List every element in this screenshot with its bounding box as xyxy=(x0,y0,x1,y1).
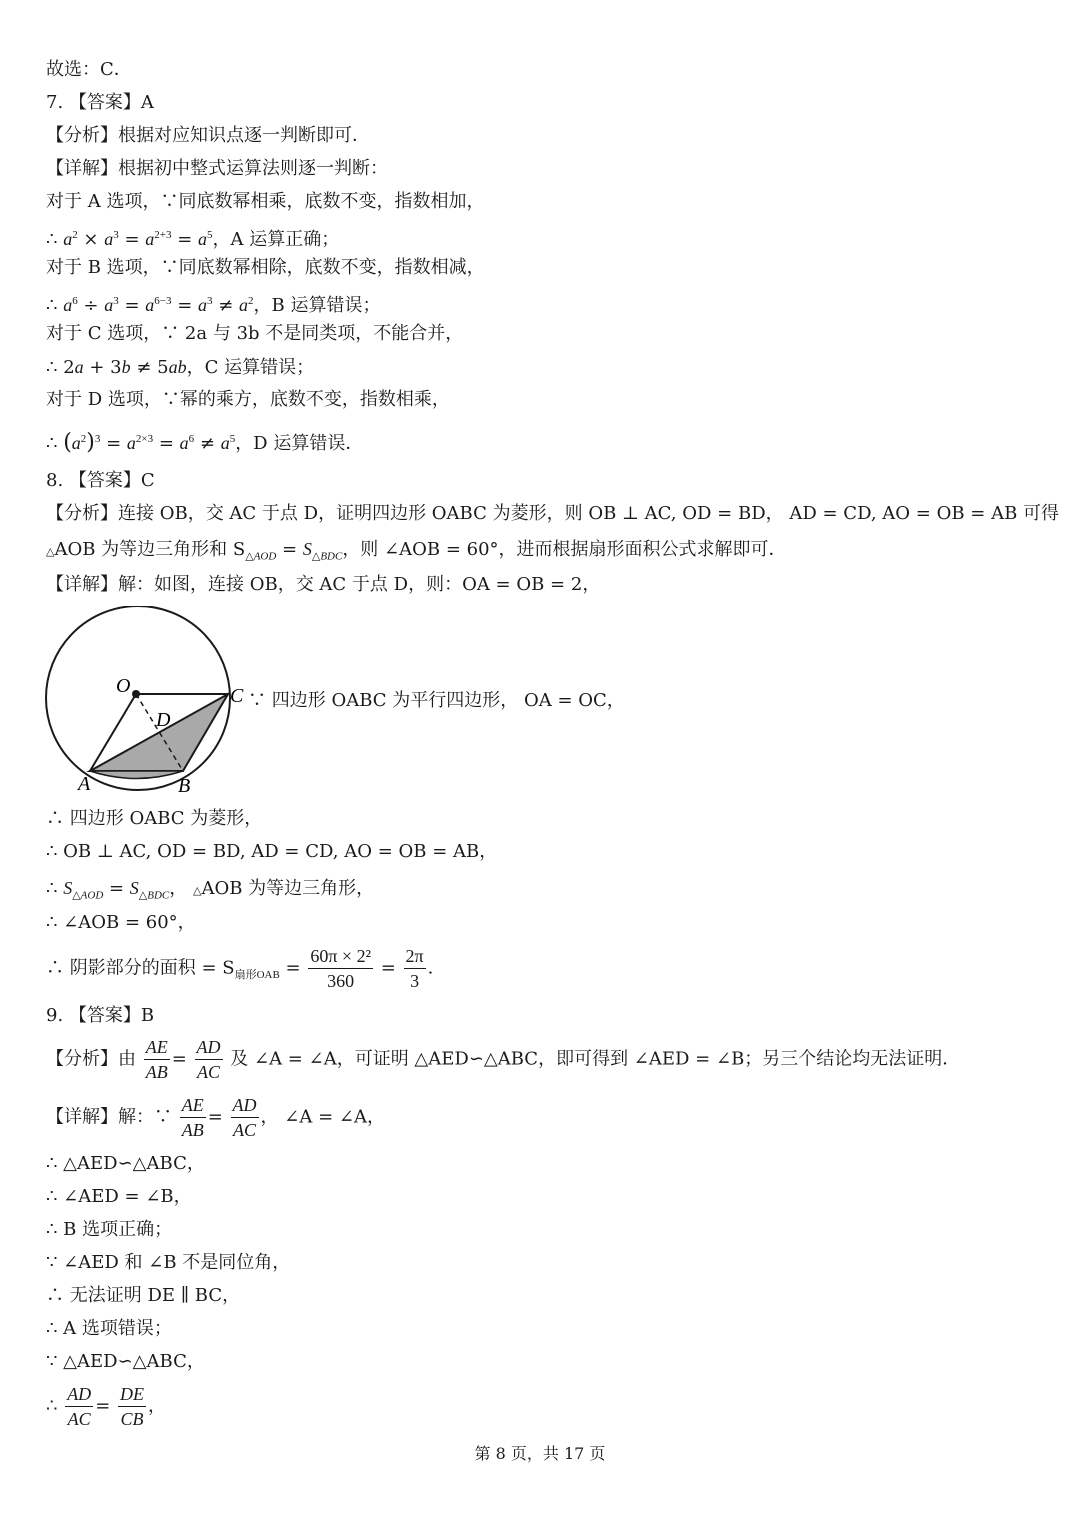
area-fraction xyxy=(308,944,373,993)
label-d: D xyxy=(156,709,171,731)
q7-analysis: 【分析】根据对应知识点逐一判断即可． xyxy=(46,125,370,146)
fraction-numerator: 2π xyxy=(404,944,426,969)
ratio-ad-ac xyxy=(231,1093,259,1142)
fraction-numerator: 60π × 2² xyxy=(308,944,373,969)
fraction-denominator: CB xyxy=(120,1409,144,1429)
q7-option-b-formula: ∴ $a^6 \div a^3 = a^{6-3} = a^3 \ne a^2$，B 运算错误； xyxy=(46,295,381,316)
q9-step-8: ∴ $\frac{AD}{AC}$ = $\frac{DE}{CB}$ ， xyxy=(46,1384,166,1429)
q9-answer-heading: 9. 【答案】B xyxy=(46,1005,155,1026)
q7-option-a-formula: ∴ $a^2 \times a^3 = a^{2+3} = a^5$，A 运算正确； xyxy=(46,229,340,250)
q8-step-5-area: ∴ 阴影部分的面积 = $S_{扇形OAB}$ = $\frac{\text{60π × 2²}}{360}$ = $\frac{2\pi}{3}$ . xyxy=(46,946,434,991)
sector-subscript: 扇形OAB xyxy=(234,969,280,982)
ratio-de-cb xyxy=(118,1382,146,1431)
q9-analysis-part: 及 ∠A = ∠A，可证明 △AED∽△ABC，即可得到 ∠AED = ∠B；另三个结论均无法证明． xyxy=(230,1048,961,1070)
shaded-segment xyxy=(90,771,183,779)
area-result-fraction xyxy=(404,944,426,993)
fraction-denominator: AC xyxy=(67,1409,91,1429)
q8-step-1: ∴ 四边形 OABC 为菱形， xyxy=(46,808,263,829)
q7-c-result: ，C 运算错误； xyxy=(186,357,315,378)
q9-analysis: 【分析】由 $\frac{AE}{AB}$ = $\frac{AD}{AC}$ 及 ∠A = ∠A，可证明 △AED∽△ABC，即可得到 ∠AED = ∠B；另三个结论均无法证明． xyxy=(46,1037,961,1082)
ratio-ae-ab xyxy=(144,1035,170,1084)
q7-option-d-formula: ∴ $(a^2)^3 = a^{2\times 3} = a^6 \ne a^5$，D 运算错误． xyxy=(46,430,364,455)
text-line: 故选：C． xyxy=(46,59,132,80)
fraction-numerator: DE xyxy=(118,1382,146,1407)
q9-step-5: ∴ 无法证明 DE ∥ BC， xyxy=(46,1285,241,1306)
q7-option-c-formula: ∴ 2a + 3b ≠ 5ab，C 运算错误； xyxy=(46,357,315,378)
ratio-ad-ac xyxy=(195,1035,223,1084)
q7-option-c: 对于 C 选项，∵ 2a 与 3b 不是同类项，不能合并， xyxy=(46,323,464,344)
ratio-ad-ac xyxy=(65,1382,93,1431)
q9-step-8-end: ， xyxy=(148,1395,166,1417)
label-a: A xyxy=(78,773,91,795)
q9-step-1: ∴ △AED∽△ABC， xyxy=(46,1153,205,1174)
q8-step-3: ∴ $S_{\triangle AOD} = S_{\triangle BDC}$， △AOB 为等边三角形， xyxy=(46,878,375,902)
ratio-ae-ab xyxy=(180,1093,206,1142)
q8-step-3-part: AOB 为等边三角形， xyxy=(201,878,375,899)
q9-step-4: ∵ ∠AED 和 ∠B 不是同位角， xyxy=(46,1252,291,1273)
label-c: C xyxy=(230,685,244,707)
fraction-denominator: 3 xyxy=(410,971,420,991)
q9-analysis-part: 【分析】由 xyxy=(46,1048,136,1070)
q9-step-7: ∵ △AED∽△ABC， xyxy=(46,1351,205,1372)
q8-analysis-line1: 【分析】连接 OB，交 AC 于点 D，证明四边形 OABC 为菱形，则 OB ⊥ AC, OD = BD， AD = CD, AO = OB = AB 可得 xyxy=(46,503,1060,524)
q8-step-2: ∴ OB ⊥ AC, OD = BD, AD = CD, AO = OB = AB， xyxy=(46,841,498,862)
fraction-numerator: AE xyxy=(180,1093,206,1118)
q8-analysis-part: ，则 ∠AOB = 60°，进而根据扇形面积公式求解即可． xyxy=(342,539,787,560)
q7-answer-heading: 7. 【答案】A xyxy=(46,92,154,113)
q7-option-d: 对于 D 选项，∵幂的乘方，底数不变，指数相乘， xyxy=(46,389,450,410)
center-point xyxy=(132,690,140,698)
q9-step-3: ∴ B 选项正确； xyxy=(46,1219,173,1240)
q8-step-5-part: ∴ 阴影部分的面积 = S xyxy=(46,957,235,979)
circle-rhombus-figure xyxy=(40,606,280,806)
q7-option-a: 对于 A 选项，∵同底数幂相乘，底数不变，指数相加， xyxy=(46,191,485,212)
q9-detail: 【详解】解：∵ $\frac{AE}{AB}$ = $\frac{AD}{AC}$ ， ∠A = ∠A， xyxy=(46,1095,385,1140)
fraction-denominator: 360 xyxy=(327,971,355,991)
fraction-numerator: AD xyxy=(231,1093,259,1118)
fraction-denominator: AC xyxy=(233,1120,257,1140)
page-footer: 第 8 页，共 17 页 xyxy=(474,1444,606,1463)
q8-detail: 【详解】解：如图，连接 OB，交 AC 于点 D，则：OA = OB = 2， xyxy=(46,574,601,595)
q9-step-6: ∴ A 选项错误； xyxy=(46,1318,172,1339)
q7-d-result: ，D 运算错误． xyxy=(235,433,364,454)
q9-detail-part: 【详解】解：∵ xyxy=(46,1106,172,1128)
fraction-denominator: AB xyxy=(145,1062,168,1082)
fraction-denominator: AC xyxy=(197,1062,221,1082)
q7-detail: 【详解】根据初中整式运算法则逐一判断： xyxy=(46,158,388,179)
q8-analysis-part: AOB 为等边三角形和 S xyxy=(54,539,246,560)
fraction-numerator: AD xyxy=(65,1382,93,1407)
q9-step-2: ∴ ∠AED = ∠B， xyxy=(46,1186,192,1207)
q8-answer-heading: 8. 【答案】C xyxy=(46,470,155,491)
q7-option-b: 对于 B 选项，∵同底数幂相除，底数不变，指数相减， xyxy=(46,257,485,278)
q8-step-3-sep: ， xyxy=(169,878,188,899)
q8-figure-side-text: ∵ 四边形 OABC 为平行四边形， OA = OC， xyxy=(248,690,625,711)
fraction-denominator: AB xyxy=(181,1120,204,1140)
q8-analysis-line2: △AOB 为等边三角形和 $S_{\triangle AOD} = S_{\triangle BDC}$，则 ∠AOB = 60°，进而根据扇形面积公式求解即可． xyxy=(46,539,787,563)
q7-b-result: ，B 运算错误； xyxy=(253,295,381,316)
label-b: B xyxy=(178,775,191,797)
q8-step-4: ∴ ∠AOB = 60°， xyxy=(46,912,196,933)
label-o: O xyxy=(116,675,131,697)
fraction-numerator: AD xyxy=(195,1035,223,1060)
fraction-numerator: AE xyxy=(144,1035,170,1060)
q9-detail-part: ， ∠A = ∠A， xyxy=(260,1106,385,1128)
q7-a-result: ，A 运算正确； xyxy=(212,229,340,250)
